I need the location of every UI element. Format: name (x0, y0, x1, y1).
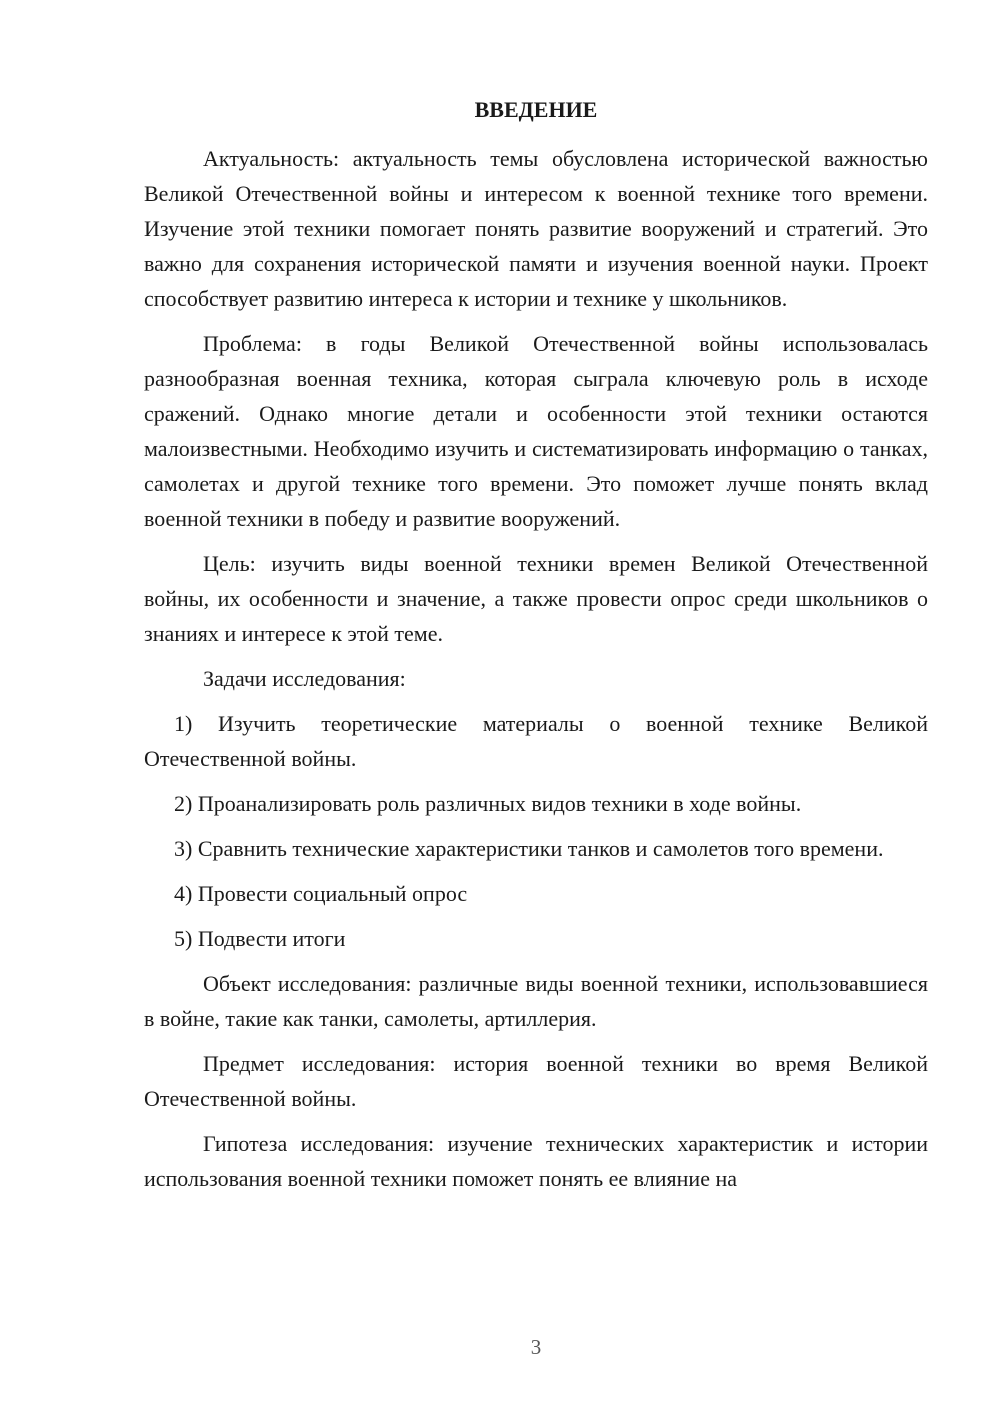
list-item-task-3: 3) Сравнить технические характеристики танков и самолетов того времени. (174, 836, 884, 861)
list-item-task-5: 5) Подвести итоги (174, 926, 346, 951)
paragraph-object: Объект исследования: различные виды военной техники, использовавшиеся в войне, такие как танки, самолеты, артиллерия. (144, 971, 928, 1031)
paragraph-problem: Проблема: в годы Великой Отечественной войны использовалась разнообразная военная техника, которая сыграла ключевую роль в исходе сражений. Однако многие детали и особенности этой техники остаются малоизвестными. Необходимо изучить и систематизировать информацию о танках, самолетах и другой технике того времени. Это поможет лучше понять вклад военной техники в победу и развитие вооружений. (144, 331, 928, 531)
paragraph-hypothesis: Гипотеза исследования: изучение технических характеристик и истории использования военной техники поможет понять ее влияние на (144, 1131, 928, 1191)
paragraph-goal: Цель: изучить виды военной техники времен Великой Отечественной войны, их особенности и значение, а также провести опрос среди школьников о знаниях и интересе к этой теме. (144, 551, 928, 646)
paragraph-subject: Предмет исследования: история военной техники во время Великой Отечественной войны. (144, 1051, 928, 1111)
list-item-task-1: 1) Изучить теоретические материалы о военной технике Великой Отечественной войны. (144, 711, 928, 771)
page-title: ВВЕДЕНИЕ (474, 97, 598, 122)
document-page (144, 95, 928, 1196)
paragraph-relevance: Актуальность: актуальность темы обусловлена исторической важностью Великой Отечественной войны и интересом к военной технике того времени. Изучение этой техники помогает понять развитие вооружений и стратегий. Это важно для сохранения исторической памяти и изучения военной науки. Проект способствует развитию интереса к истории и технике у школьников. (144, 146, 928, 311)
page-number: 3 (530, 1335, 542, 1359)
list-item-task-2: 2) Проанализировать роль различных видов техники в ходе войны. (174, 791, 802, 816)
paragraph-tasks-heading: Задачи исследования: (203, 666, 406, 691)
list-item-task-4: 4) Провести социальный опрос (174, 881, 468, 906)
